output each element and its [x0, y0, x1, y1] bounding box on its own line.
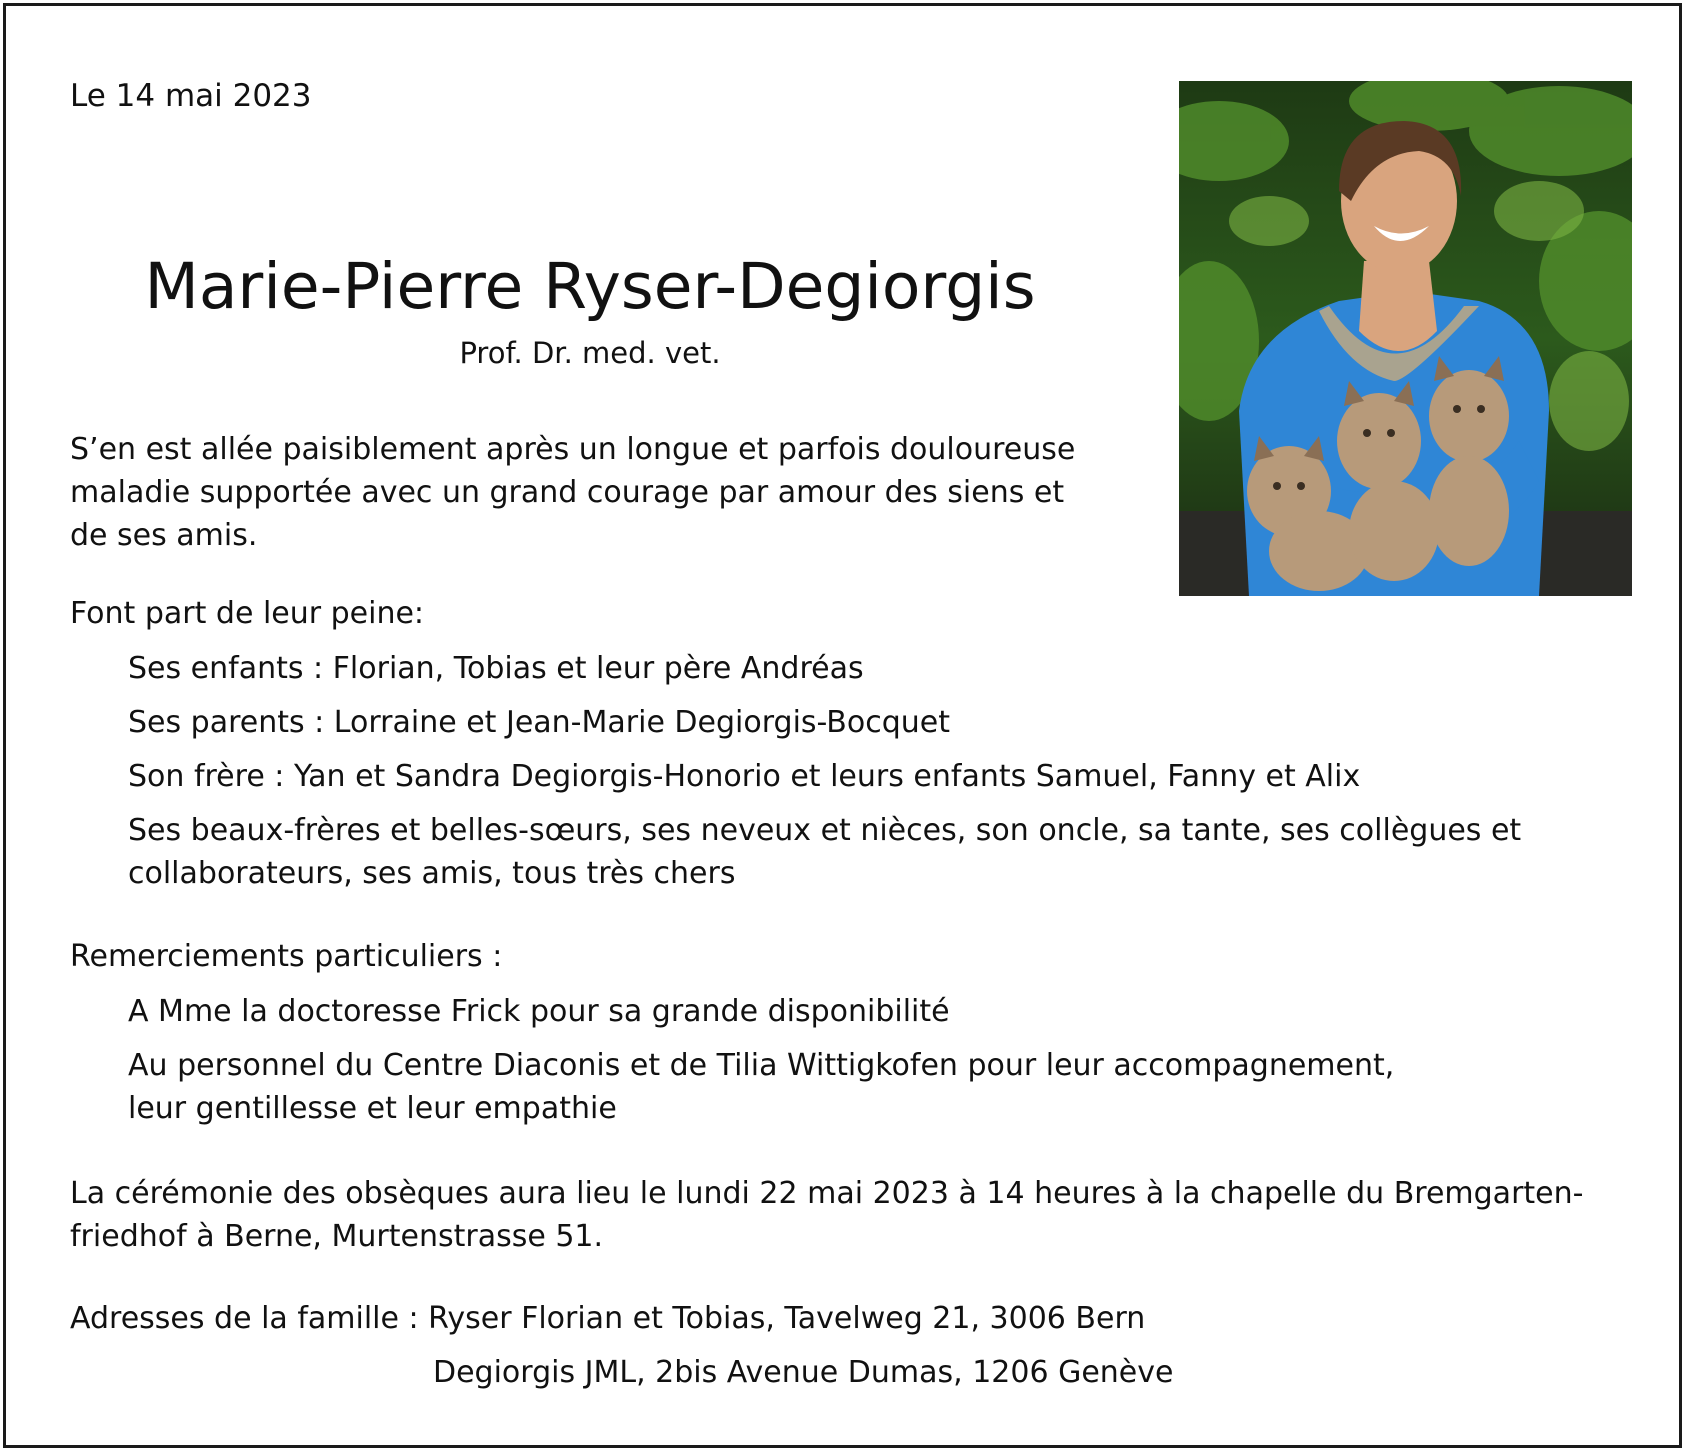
thanks-item [128, 990, 950, 1033]
family-item-line: Ses parents : Lorraine et Jean-Marie Degiorgis-Bocquet [128, 705, 950, 740]
thanks-item-line: leur gentillesse et leur empathie [128, 1091, 617, 1126]
intro-line: S’en est allée paisiblement après un longue et parfois douloureuse [70, 432, 1076, 467]
family-item [128, 755, 1360, 798]
family-label: Font part de leur peine: [70, 596, 425, 631]
intro-line: maladie supportée avec un grand courage par amour des siens et [70, 475, 1065, 510]
intro-line: de ses amis. [70, 518, 258, 553]
family-item-line: Ses beaux-frères et belles-sœurs, ses neveux et nièces, son oncle, sa tante, ses collègues et [128, 813, 1522, 848]
family-item-line: Ses enfants : Florian, Tobias et leur père Andréas [128, 651, 864, 686]
ceremony-paragraph [70, 1172, 1583, 1258]
thanks-item-line: A Mme la doctoresse Frick pour sa grande disponibilité [128, 994, 950, 1029]
deceased-name: Marie-Pierre Ryser-Degiorgis [144, 250, 1036, 323]
family-item-line: collaborateurs, ses amis, tous très chers [128, 856, 736, 891]
portrait-photo [1179, 81, 1632, 596]
ceremony-line: friedhof à Berne, Murtenstrasse 51. [70, 1219, 604, 1254]
thanks-item [128, 1044, 1394, 1130]
notice-date: Le 14 mai 2023 [70, 78, 312, 114]
family-item [128, 701, 950, 744]
intro-paragraph [70, 428, 1140, 557]
addresses-line-2: Degiorgis JML, 2bis Avenue Dumas, 1206 Genève [433, 1355, 1174, 1390]
deceased-title: Prof. Dr. med. vet. [459, 336, 721, 370]
family-item [128, 647, 864, 690]
ceremony-line: La cérémonie des obsèques aura lieu le lundi 22 mai 2023 à 14 heures à la chapelle du Bremgarten- [70, 1176, 1584, 1211]
thanks-item-line: Au personnel du Centre Diaconis et de Tilia Wittigkofen pour leur accompagnement, [128, 1048, 1395, 1083]
family-item-line: Son frère : Yan et Sandra Degiorgis-Honorio et leurs enfants Samuel, Fanny et Alix [128, 759, 1361, 794]
notice-frame [3, 3, 1682, 1448]
family-item [128, 809, 1521, 895]
thanks-label: Remerciements particuliers : [70, 939, 503, 974]
addresses-line-1: Adresses de la famille : Ryser Florian et Tobias, Tavelweg 21, 3006 Bern [70, 1301, 1146, 1336]
